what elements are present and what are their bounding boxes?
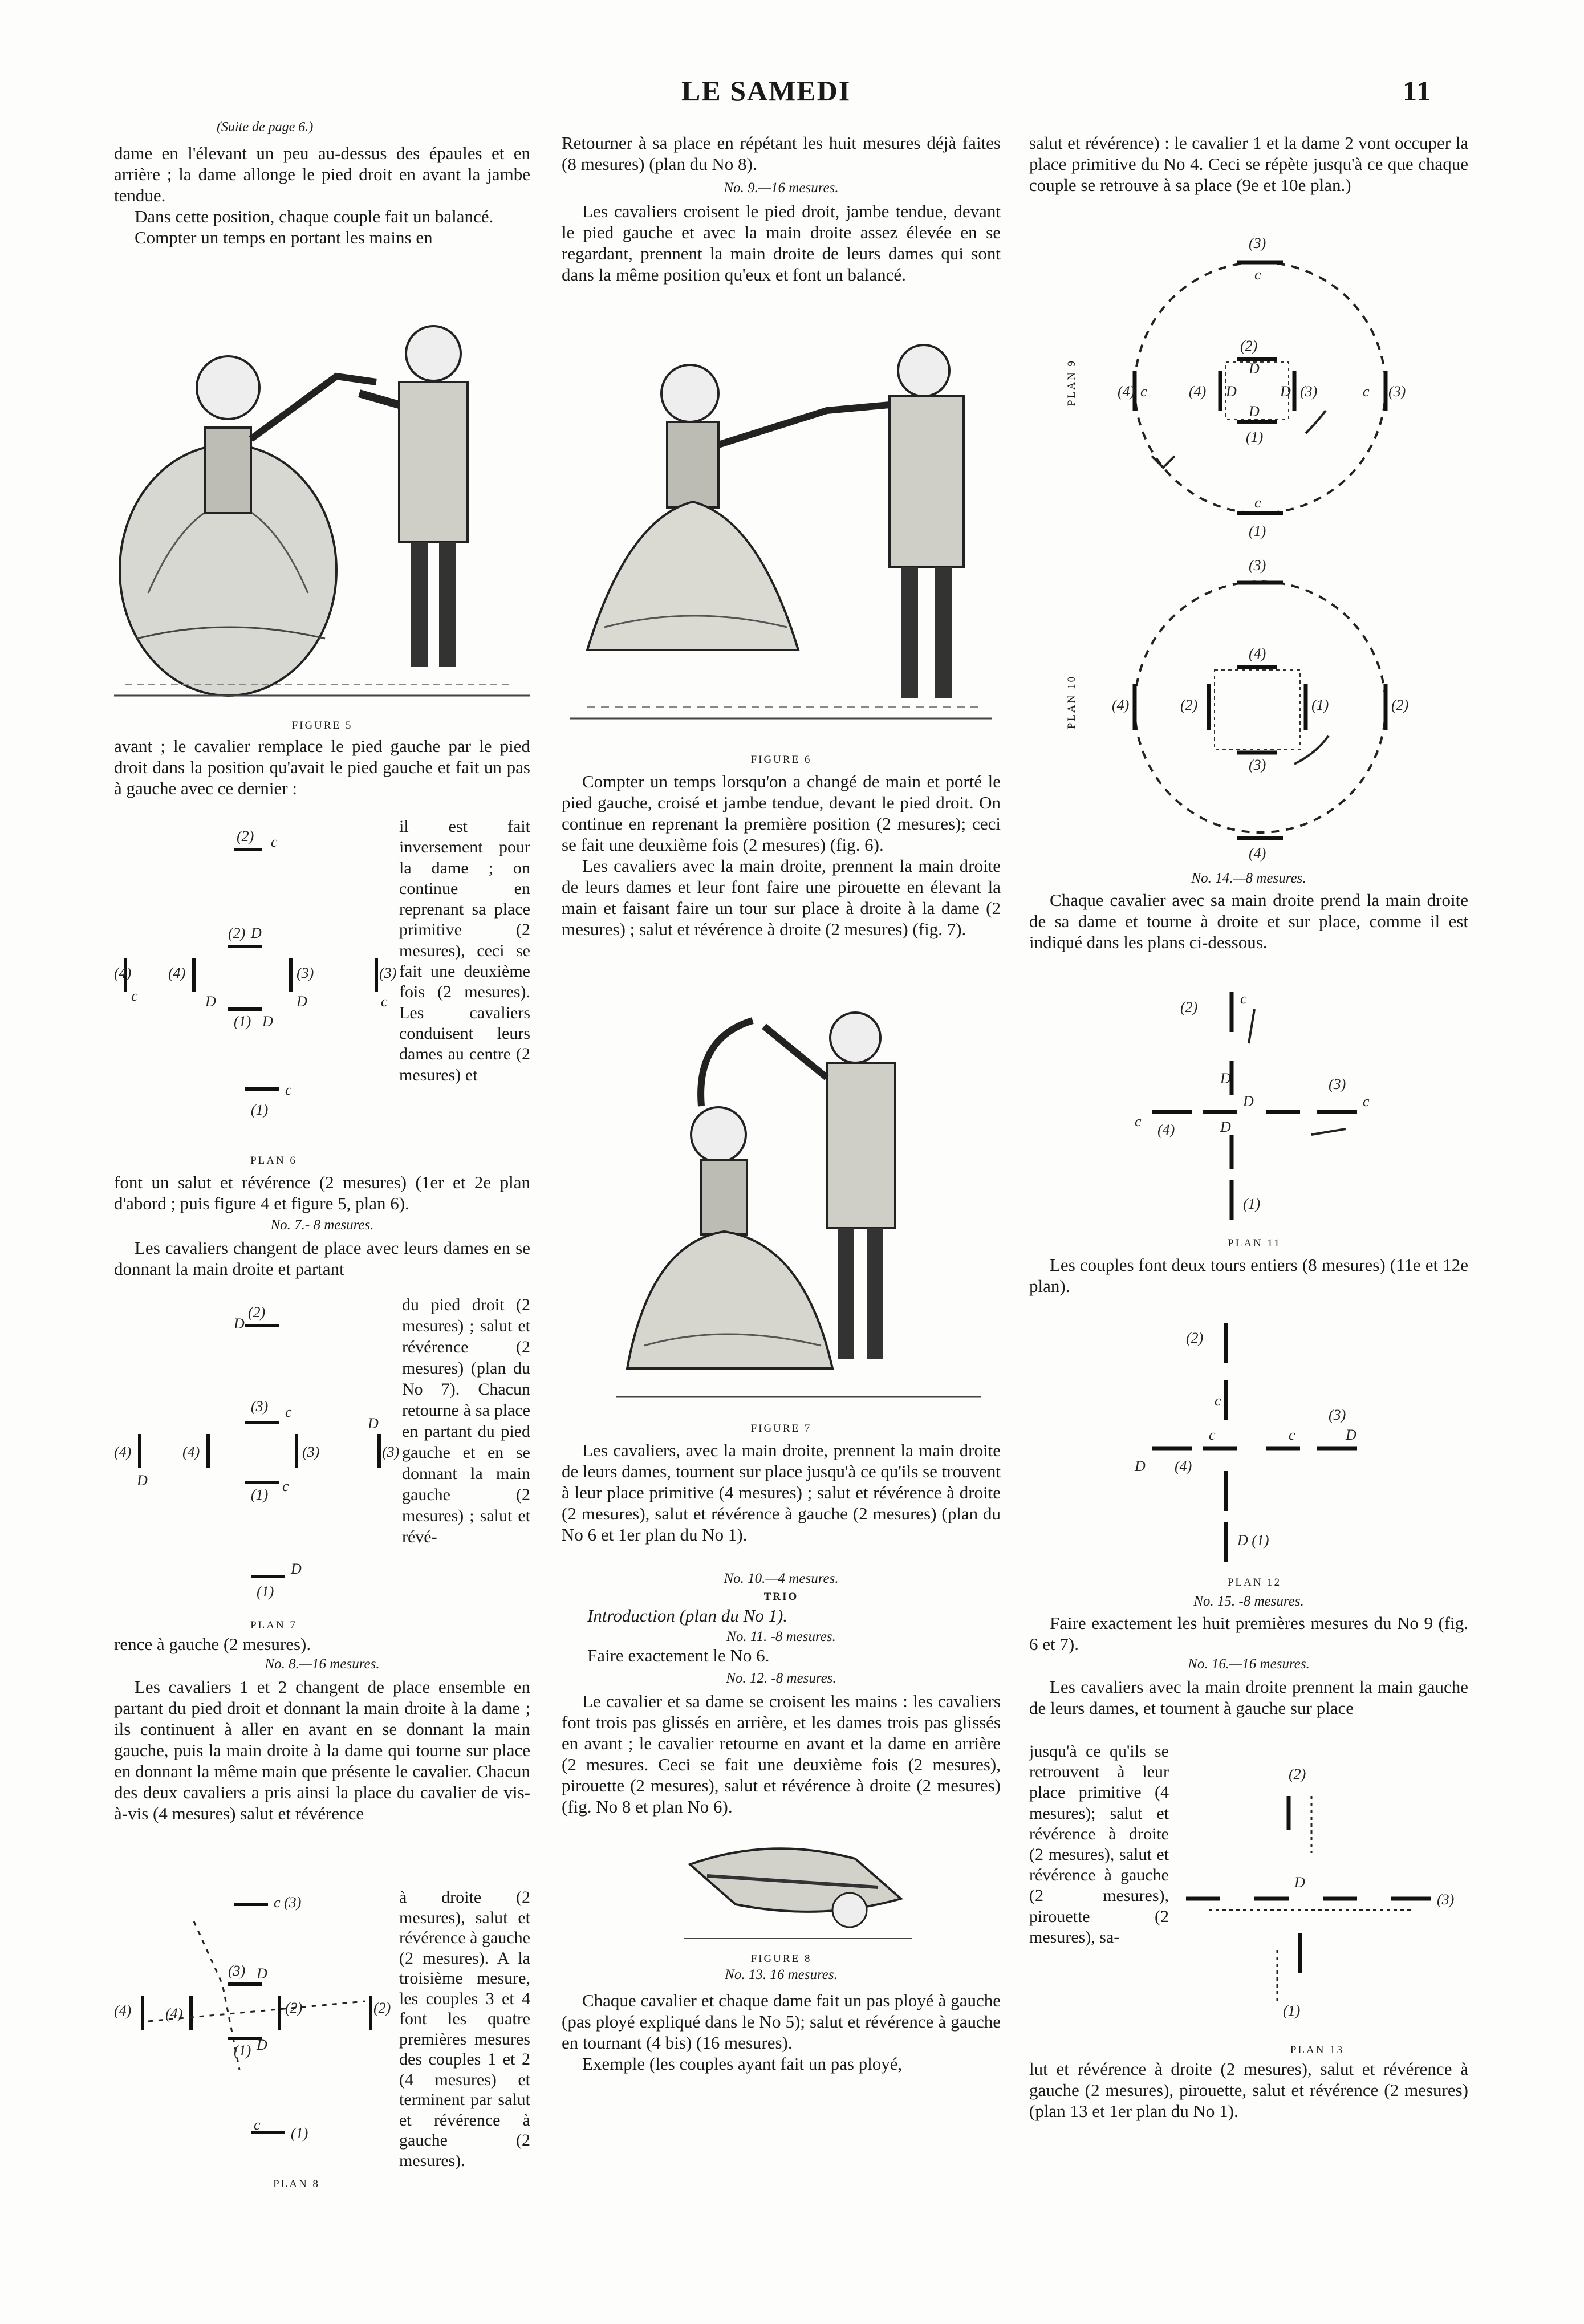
svg-text:c: c [1135,1113,1142,1130]
paragraph: rence à gauche (2 mesures). [114,1634,311,1654]
svg-text:D: D [291,1561,302,1577]
paragraph-text: Compter un temps lorsqu'on a changé de main et porté le pied gauche, croisé et jambe tendue, devant le pied droit. On continue en reprenant la première position (2 mesures); ceci se fait une deuxième fois (2 mesures) (fig. 6). [562,771,1001,855]
svg-text:(4): (4) [182,1444,200,1460]
plan-6-diagram [114,810,397,1152]
paragraph: jusqu'à ce qu'ils se retrouvent à leur place primitive (4 mesures); salut et révérence à droite (2 mesures), salut et révérence à gauche (2 mesures), pirouette (2 mesures), sa- [1029,1742,1169,1947]
svg-text:(4): (4) [114,2002,132,2019]
paragraph: du pied droit (2 mesures) ; salut et révérence (2 mesures) (plan du No 7). Chacun retourne à sa place en partant du pied gauche et en se donnant la main gauche (2 mesures) ; salut et révé- [402,1295,530,1546]
figure-7-caption: FIGURE 7 [750,1423,812,1435]
figure-5-illustration [114,296,530,713]
svg-text:(3): (3) [1329,1076,1346,1092]
section-number: No. 9.—16 mesures. [724,180,839,196]
svg-text:(1): (1) [257,1583,274,1600]
svg-text:D: D [257,1965,267,1982]
plan-13-diagram [1175,1762,1460,2041]
figure-5-caption: FIGURE 5 [291,720,353,732]
svg-text:(1): (1) [251,1486,269,1503]
svg-text:(3): (3) [1249,757,1266,773]
paragraph-text: Les couples font deux tours entiers (8 mesures) (11e et 12e plan). [1029,1255,1468,1296]
section-number: No. 11. -8 mesures. [726,1629,836,1644]
svg-text:D: D [368,1415,379,1432]
svg-text:D: D [1249,403,1260,420]
plan-9-caption: PLAN 9 [1066,359,1078,406]
svg-text:(3): (3) [1249,235,1266,251]
svg-text:(2): (2) [285,2000,303,2016]
svg-text:D: D [297,993,307,1010]
plan-10-diagram [1066,547,1465,867]
svg-text:(3): (3) [251,1398,269,1415]
page-title: LE SAMEDI [681,75,851,107]
svg-text:c: c [285,1082,292,1098]
paragraph-text: Les cavaliers croisent le pied droit, jambe tendue, devant le pied gauche et avec la main droite assez élevée en se regardant, prennent la main droite de leurs dames qui sont dans la même position qu'eux et font un balancé. [562,201,1001,285]
paragraph [1029,1612,1468,1655]
svg-text:(1): (1) [291,2125,308,2142]
svg-text:c: c [1240,990,1247,1007]
svg-text:(1): (1) [1243,1196,1261,1212]
svg-text:D: D [1135,1458,1146,1474]
paragraph: font un salut et révérence (2 mesures) (1er et 2e plan d'abord ; puis figure 4 et figure 5, plan 6). [114,1172,530,1213]
section-number: No. 12. -8 mesures. [726,1671,836,1686]
svg-text:(4): (4) [1112,697,1130,713]
svg-text:c: c [1289,1427,1295,1443]
svg-text:c: c [285,1404,292,1420]
svg-text:(3): (3) [302,1444,320,1460]
svg-text:(4): (4) [1249,845,1266,862]
paragraph [562,201,1001,285]
svg-text:(3): (3) [382,1444,400,1460]
figure-8-illustration [684,1830,912,1944]
svg-text:D: D [205,993,216,1010]
paragraph [562,1990,1001,2074]
svg-text:c (3): c (3) [274,1894,302,1911]
svg-text:(1): (1) [1249,523,1266,539]
svg-text:(2): (2) [1186,1330,1204,1346]
section-number: No. 7.- 8 mesures. [270,1217,374,1233]
plan-13-caption: PLAN 13 [1290,2044,1345,2056]
svg-text:(1): (1) [1283,2002,1301,2019]
plan-11-caption: PLAN 11 [1228,1237,1281,1249]
svg-text:(4): (4) [1175,1458,1192,1474]
svg-text:D: D [262,1013,273,1030]
plan-12-caption: PLAN 12 [1227,1577,1282,1588]
paragraph [114,1676,530,1824]
paragraph: Introduction (plan du No 1). [587,1606,788,1626]
section-number: No. 13. 16 mesures. [725,1967,838,1982]
paragraph [114,1237,530,1279]
paragraph: salut et révérence) : le cavalier 1 et la dame 2 vont occuper la place primitive du No 4. Ceci se répète jusqu'à ce que chaque couple se retrouve à sa place (9e et 10e plan.) [1029,133,1468,195]
paragraph: il est fait inversement pour la dame ; on continue en reprenant sa place primitive (2 mesures), ceci se fait une deuxième fois (2 mesures). Les cavaliers conduisent leurs dames au centre (2 mesures) et [399,817,530,1084]
svg-text:D: D [1249,360,1260,377]
plan-7-caption: PLAN 7 [250,1619,297,1631]
svg-text:(3): (3) [1437,1891,1455,1908]
plan-12-diagram [1118,1311,1391,1568]
svg-text:(1): (1) [234,2042,251,2059]
paragraph-text: lut et révérence à droite (2 mesures), salut et révérence à gauche (2 mesures), pirouette, salut et révérence (2 mesures) (plan 13 et 1er plan du No 1). [1029,2059,1468,2121]
section-number: No. 14.—8 mesures. [1191,871,1306,886]
svg-text:c: c [1254,494,1261,511]
svg-text:(3): (3) [228,1963,246,1979]
svg-text:c: c [1254,266,1261,283]
paragraph: avant ; le cavalier remplace le pied gauche par le pied droit dans la position qu'avait le pied gauche et fait un pas à gauche avec ce dernier : [114,736,530,798]
svg-text:(2): (2) [373,2000,391,2016]
svg-text:(4): (4) [168,965,186,981]
paragraph-text: Chaque cavalier et chaque dame fait un pas ployé à gauche (pas ployé expliqué dans le No 5); salut et révérence à gauche en tournant (4 bis) (16 mesures). [562,1990,1001,2053]
paragraph [1029,889,1468,953]
svg-text:(4): (4) [1118,383,1135,400]
svg-text:D: D [137,1472,148,1489]
col3-intro [1029,132,1468,196]
paragraph-text: Les cavaliers, avec la main droite, prennent la main droite de leurs dames, tournent sur place jusqu'à ce qu'ils se trouvent à leur place primitive (4 mesures) ; salut et révérence à droite (2 mesures), salut et révérence à gauche (2 mesures) (plan du No 6 et 1er plan du No 1). [562,1440,1001,1545]
paragraph-text: Les cavaliers avec la main droite, prennent la main droite de leurs dames et leur font faire une pirouette en élevant la main et faisant faire un tour sur place à droite à la dame (2 mesures) ; salut et révérence à droite (2 mesures) (fig. 7). [562,856,1001,939]
page-number: 11 [1403,75,1432,107]
svg-text:(3): (3) [297,965,314,981]
svg-text:c: c [1215,1392,1221,1409]
svg-text:(1): (1) [1246,429,1264,445]
svg-text:c: c [131,988,138,1004]
svg-text:(4): (4) [1157,1122,1175,1138]
section-title: TRIO [763,1591,799,1603]
paragraph [1029,1676,1468,1718]
svg-text:(3): (3) [1329,1407,1346,1423]
plan-9-diagram [1066,228,1465,547]
svg-text:c: c [1209,1427,1216,1443]
paragraph-text: Les cavaliers avec la main droite prennent la main gauche de leurs dames, et tournent à gauche sur place [1029,1677,1468,1718]
plan-8-caption: PLAN 8 [273,2178,320,2190]
svg-text:D: D [1346,1427,1356,1443]
paragraph [562,771,1001,940]
plan-10-caption: PLAN 10 [1066,675,1078,729]
figure-6-caption: FIGURE 6 [750,754,812,766]
section-number: No. 15. -8 mesures. [1193,1594,1304,1609]
svg-text:(2): (2) [1240,338,1258,354]
svg-text:(4): (4) [1189,383,1207,400]
paragraph: Faire exactement le No 6. [587,1646,770,1665]
svg-text:D: D [1243,1093,1254,1110]
svg-text:(1): (1) [1311,697,1329,713]
continued-note: (Suite de page 6.) [217,120,314,135]
svg-text:(2): (2) [1289,1766,1306,1782]
figure-8-caption: FIGURE 8 [750,1953,812,1965]
svg-text:(3): (3) [1388,383,1406,400]
svg-text:D: D [1220,1119,1231,1135]
svg-text:c: c [381,993,388,1010]
svg-text:(4): (4) [114,965,132,981]
svg-text:(1): (1) [251,1102,269,1118]
plan-7-diagram [114,1294,399,1614]
svg-text:(3): (3) [379,965,397,981]
section-number: No. 16.—16 mesures. [1188,1656,1310,1672]
svg-text:D: D [251,925,262,941]
svg-text:D: D [1226,383,1237,400]
svg-text:D: D [234,1315,245,1332]
figure-7-illustration [616,1003,981,1414]
svg-text:(2): (2) [228,925,246,941]
svg-text:(2): (2) [1180,999,1198,1015]
svg-text:(2): (2) [1391,697,1409,713]
paragraph-text: Exemple (les couples ayant fait un pas ployé, [582,2054,903,2074]
paragraph-text: Le cavalier et sa dame se croisent les mains : les cavaliers font trois pas glissés en arrière, et les dames trois pas glissés en avant ; le cavalier retourne en avant et la dame en arrière (2 mesures. Ceci se fait une deuxième fois (2 mesures), pirouette (2 mesures), salut et révérence à droite (2 mesures) (fig. No 8 et plan No 6). [562,1691,1001,1817]
plan-label: (2) [237,828,254,844]
svg-text:D (1): D (1) [1237,1532,1269,1549]
paragraph-text: Faire exactement les huit premières mesures du No 9 (fig. 6 et 7). [1029,1613,1468,1654]
svg-text:(4): (4) [114,1444,132,1460]
svg-text:(2): (2) [248,1304,266,1321]
paragraph: Retourner à sa place en répétant les huit mesures déjà faites (8 mesures) (plan du No 8). [562,133,1001,174]
svg-text:D: D [257,2037,267,2053]
plan-6-caption: PLAN 6 [250,1155,297,1167]
paragraph: Dans cette position, chaque couple fait un balancé. [135,206,494,226]
svg-text:c: c [1363,1093,1370,1110]
svg-text:(2): (2) [1180,697,1198,713]
paragraph [562,1691,1001,1817]
plan-8-diagram [114,1887,399,2172]
paragraph: Compter un temps en portant les mains en [135,227,433,247]
plan-11-diagram [1118,981,1391,1232]
paragraph-text: Chaque cavalier avec sa main droite prend la main droite de sa dame et tourne à droite et sur place, comme il est indiqué dans les plans ci-dessous. [1029,890,1468,952]
figure-6-illustration [570,331,992,741]
svg-text:c: c [254,2116,261,2133]
svg-text:(4): (4) [1249,645,1266,662]
svg-text:c: c [1140,383,1147,400]
paragraph: à droite (2 mesures), salut et révérence à gauche (2 mesures). A la troisième mesure, les couples 3 et 4 font les quatre premières mesures des couples 1 et 2 (4 mesures) et terminent par salut et révérence à gauche (2 mesures). [399,1888,530,2170]
col2-intro [562,132,1001,174]
paragraph [562,1440,1001,1545]
svg-text:(3): (3) [1300,383,1318,400]
svg-text:c: c [271,834,278,850]
paragraph-text: Les cavaliers 1 et 2 changent de place ensemble en partant du pied droit et donnant la main droite à la dame ; ils continuent à aller en avant en se donnant la main gauche, puis la main droite à la dame qui tourne sur place en donnant la même main que présente le cavalier. Chacun des deux cavaliers a pris ainsi la place du cavalier de vis-à-vis (4 mesures) salut et révérence [114,1677,530,1823]
svg-text:c: c [282,1478,289,1494]
paragraph [1029,1254,1468,1297]
svg-text:(3): (3) [1249,557,1266,574]
section-number: No. 10.—4 mesures. [724,1571,839,1586]
svg-text:D: D [1220,1070,1231,1087]
section-number: No. 8.—16 mesures. [265,1656,380,1672]
svg-text:(4): (4) [165,2005,183,2022]
svg-text:D: D [1294,1874,1305,1891]
svg-text:(1): (1) [234,1013,251,1030]
svg-text:c: c [1363,383,1370,400]
paragraph-text: Les cavaliers changent de place avec leurs dames en se donnant la main droite et partant [114,1238,530,1279]
col1-intro [114,143,530,248]
paragraph: dame en l'élevant un peu au-dessus des épaules et en arrière ; la dame allonge le pied droit en avant la jambe tendue. [114,143,530,205]
svg-text:D: D [1280,383,1291,400]
paragraph [1029,2058,1468,2122]
